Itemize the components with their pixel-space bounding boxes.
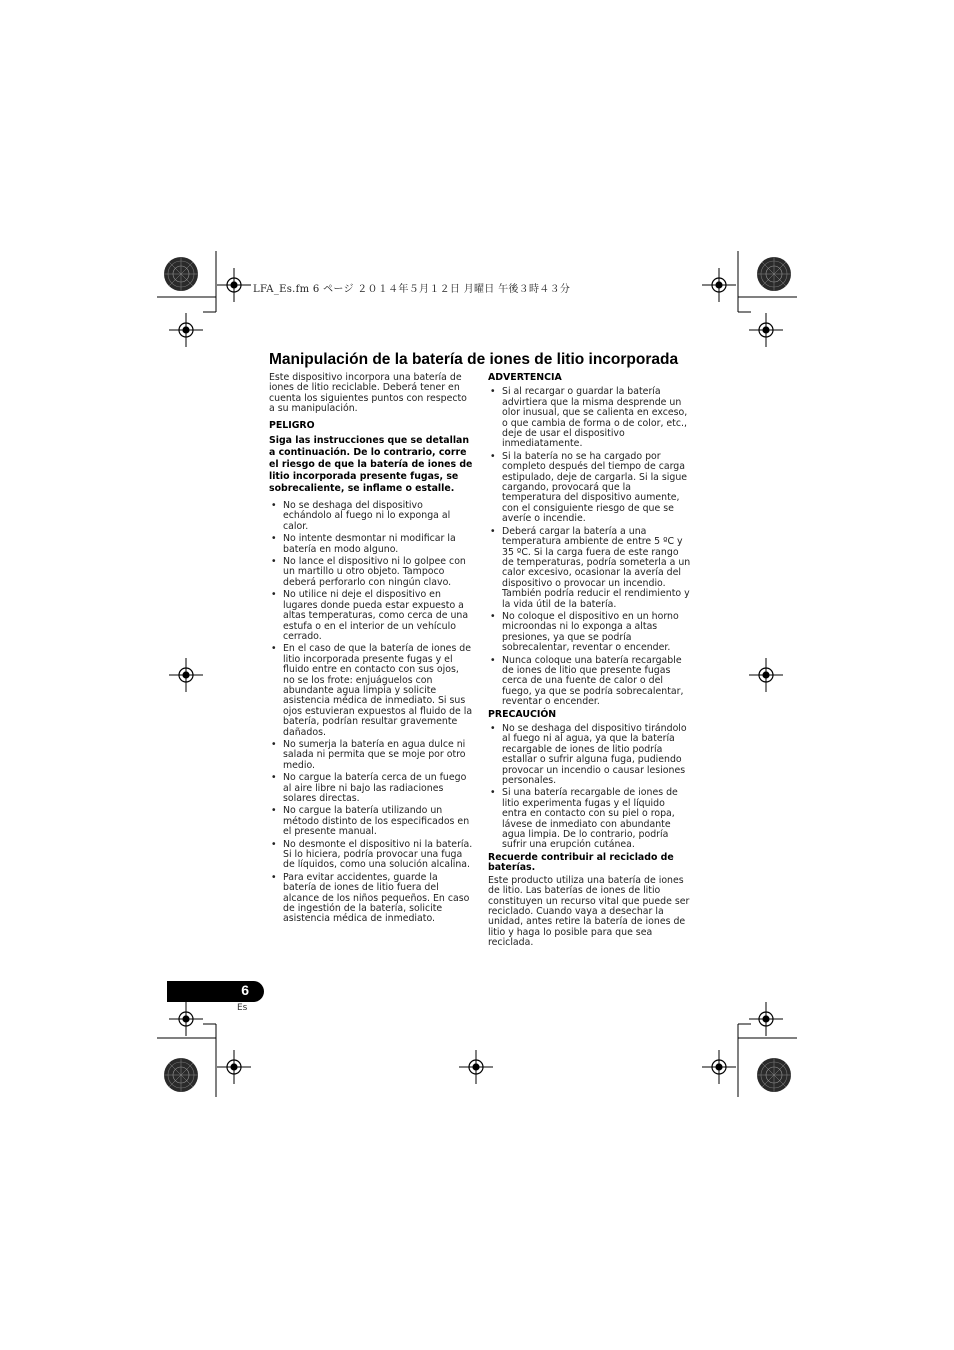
list-item-text: No desmonte el dispositivo ni la batería. Si lo hiciera, podría provocar una fuga de líquidos, como una solución alcalina. bbox=[283, 838, 473, 871]
list-item bbox=[488, 788, 692, 850]
file-header-line: LFA_Es.fm 6 ページ ２０１４年５月１２日 月曜日 午後３時４３分 bbox=[253, 284, 571, 295]
list-item bbox=[269, 534, 473, 555]
bullet-icon: • bbox=[271, 871, 277, 883]
list-item bbox=[269, 740, 473, 771]
bullet-icon: • bbox=[271, 838, 277, 850]
bullet-icon: • bbox=[490, 386, 496, 398]
list-item-text: No sumerja la batería en agua dulce ni salada ni permita que se moje por otro medio. bbox=[283, 738, 466, 771]
list-item-text: No cargue la batería utilizando un método distinto de los especificados en el presente manual. bbox=[283, 805, 470, 838]
list-item bbox=[269, 840, 473, 871]
list-item bbox=[488, 387, 692, 449]
list-item-text: No se deshaga del dispositivo echándolo al fuego ni lo exponga al calor. bbox=[283, 500, 451, 532]
list-item bbox=[488, 724, 692, 786]
list-item-text: Para evitar accidentes, guarde la batería de iones de litio fuera del alcance de los niños pequeños. En caso de ingestión de la batería, solicite asistencia médica de inmediato. bbox=[283, 871, 470, 925]
list-item-text: En el caso de que la batería de iones de litio incorporada presente fugas y el fluido entre en contacto con sus ojos, no se los frote: enjuáguelos con abundante agua limpia y solicite asistencia médica de inmediato. Si sus ojos estuvieran expuestos al fluido de la batería, podrían resultar gravemente dañados. bbox=[283, 643, 473, 738]
list-item-text: Si la batería no se ha cargado por completo después del tiempo de carga estipulado, deje de cargarla. Si la sigue cargando, provocará que la temperatura del dispositivo aumente, con el consiguiente riesgo de que se averíe o incendie. bbox=[502, 450, 688, 525]
danger-warning: Siga las instrucciones que se detallan a continuación. De lo contrario, corre el riesgo de que la batería de iones de litio incorporada presente fugas, se sobrecaliente, se inflame o estalle. bbox=[269, 435, 473, 495]
list-item bbox=[269, 557, 473, 588]
list-item-text: Si al recargar o guardar la batería advirtiera que la misma desprende un olor inusual, que se calienta en exceso, o que cambia de forma o de color, etc., deje de usar el dispositivo inmediatamente. bbox=[502, 386, 688, 450]
right-column bbox=[488, 373, 692, 955]
list-item-text: Si una batería recargable de iones de litio experimenta fugas y el líquido entra en contacto con su piel o ropa, lávese de inmediato con abundante agua limpia. De lo contrario, podría sufrir una erupción cutánea. bbox=[502, 787, 678, 851]
list-item-text: No cargue la batería cerca de un fuego al aire libre ni bajo las radiaciones solares directas. bbox=[283, 772, 467, 804]
list-item bbox=[488, 452, 692, 525]
list-item bbox=[269, 644, 473, 738]
list-item-text: No utilice ni deje el dispositivo en lugares donde pueda estar expuesto a altas temperaturas, como cerca de una estufa o en el interior de un vehículo cerrado. bbox=[283, 589, 469, 642]
page-number: 6 bbox=[241, 982, 249, 998]
list-item bbox=[269, 806, 473, 837]
bullet-icon: • bbox=[490, 723, 496, 734]
bullet-icon: • bbox=[271, 556, 277, 568]
caution-label: PRECAUCIÓN bbox=[488, 708, 557, 720]
bullet-icon: • bbox=[271, 738, 277, 750]
page-language: Es bbox=[237, 1003, 248, 1013]
list-item-text: Deberá cargar la batería a una temperatura ambiente de entre 5 ºC y 35 ºC. Si la carga fuera de este rango de temperaturas, podría someterla a un calor excesivo, ocasionar la avería del dispositivo o provocar un incendio. También podría reducir el rendimiento y la vida útil de la batería. bbox=[502, 525, 691, 610]
bullet-icon: • bbox=[490, 525, 496, 537]
bullet-icon: • bbox=[271, 500, 277, 512]
bullet-icon: • bbox=[271, 589, 277, 601]
warning-list bbox=[488, 387, 692, 707]
list-item-text: No se deshaga del dispositivo tirándolo al fuego ni al agua, ya que la batería recargable de iones de litio podría estallar o sufrir alguna fuga, pudiendo provocar un incendio o causar lesiones personales. bbox=[502, 723, 687, 787]
bullet-icon: • bbox=[271, 805, 277, 817]
list-item bbox=[269, 590, 473, 642]
list-item-text: No intente desmontar ni modificar la batería en modo alguno. bbox=[283, 533, 456, 555]
list-item-text: No lance el dispositivo ni lo golpee con un martillo u otro objeto. Tampoco deberá perforarlo con ningún clavo. bbox=[283, 556, 466, 588]
recycle-paragraph: Este producto utiliza una batería de iones de litio. Las baterías de iones de litio constituyen un recurso vital que puede ser reciclado. Cuando vaya a desechar la unidad, antes retire la batería de iones de litio y haga lo posible para que sea reciclada. bbox=[488, 874, 690, 949]
list-item bbox=[488, 527, 692, 610]
page-title: Manipulación de la batería de iones de litio incorporada bbox=[269, 351, 679, 368]
list-item bbox=[269, 873, 473, 925]
list-item-text: Nunca coloque una batería recargable de iones de litio que presente fugas cerca de una fuente de calor o del fuego, ya que se podría sobrecalentar, reventar o encender. bbox=[502, 654, 684, 708]
page-number-tab bbox=[167, 981, 264, 1002]
warning-label: ADVERTENCIA bbox=[488, 372, 562, 383]
bullet-icon: • bbox=[490, 654, 496, 666]
recycle-heading: Recuerde contribuir al reciclado de baterías. bbox=[488, 851, 674, 874]
bullet-icon: • bbox=[490, 787, 496, 799]
bullet-icon: • bbox=[271, 643, 277, 655]
list-item bbox=[488, 612, 692, 654]
list-item bbox=[488, 656, 692, 708]
caution-list bbox=[488, 724, 692, 851]
intro-paragraph: Este dispositivo incorpora una batería de iones de litio reciclable. Deberá tener en cuenta los siguientes puntos con respecto a su manipulación. bbox=[269, 372, 467, 415]
danger-label: PELIGRO bbox=[269, 419, 315, 431]
bullet-icon: • bbox=[490, 610, 496, 622]
list-item-text: No coloque el dispositivo en un horno microondas ni lo exponga a altas presiones, ya que se podría sobrecalentar, reventar o encender. bbox=[502, 610, 679, 654]
list-item bbox=[269, 501, 473, 532]
left-column bbox=[269, 373, 473, 927]
bullet-icon: • bbox=[271, 533, 277, 545]
list-item bbox=[269, 773, 473, 804]
bullet-icon: • bbox=[271, 772, 277, 784]
danger-list bbox=[269, 501, 473, 925]
bullet-icon: • bbox=[490, 450, 496, 462]
